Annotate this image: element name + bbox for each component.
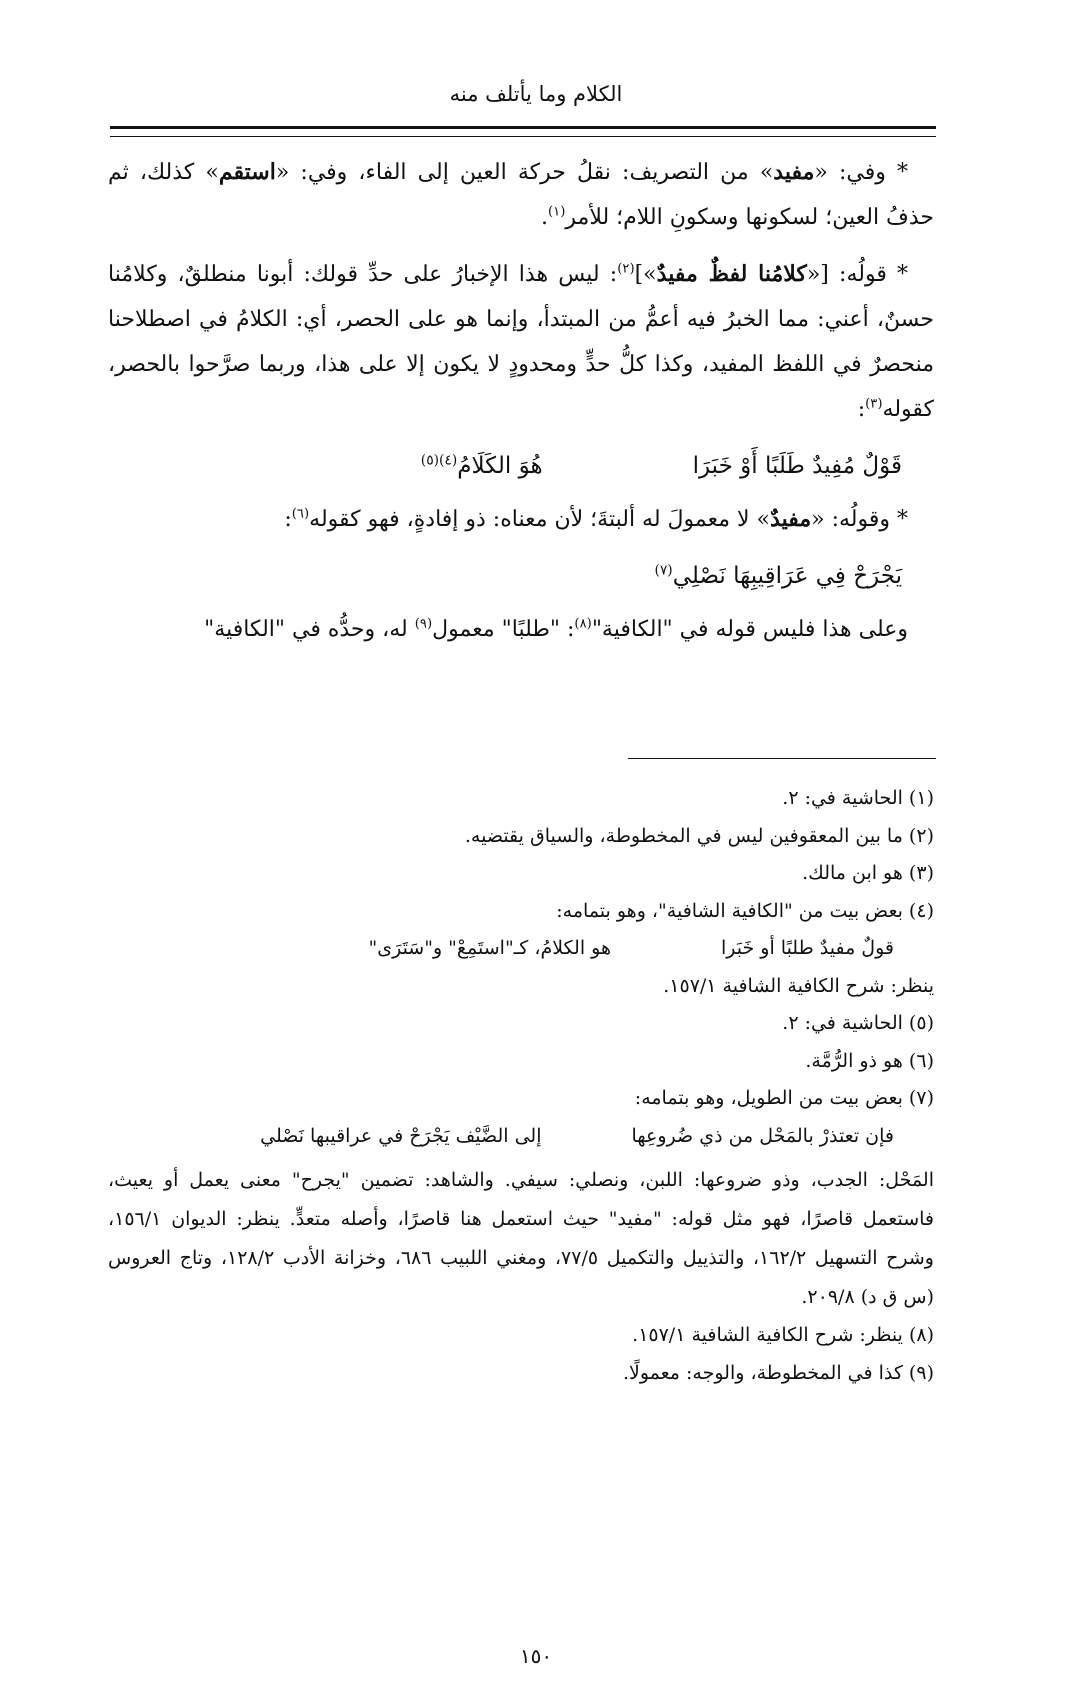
footnote-7-verse — [108, 1118, 934, 1156]
footnote-7: (٧) بعض بيت من الطويل، وهو بتمامه: — [634, 1087, 934, 1109]
text-run: : — [284, 507, 292, 532]
text-run: : — [857, 397, 866, 422]
footnote-ref: (٣) — [865, 396, 883, 412]
footnote-ref: (٦) — [291, 506, 310, 522]
text-run: . — [541, 205, 549, 230]
footnote-ref: (٢) — [617, 261, 635, 277]
text-run: * قولُه: [« — [806, 262, 909, 287]
paragraph-3 — [108, 497, 934, 542]
bold-term: مفيد — [773, 159, 815, 185]
paragraph-1 — [108, 150, 934, 240]
text-run: » لا معمولَ له ألبتةَ؛ لأن معناه: ذو إفادةٍ، فهو كقوله — [309, 507, 771, 532]
footnote-ref: (٤) — [439, 452, 458, 469]
footnote-4-reference: ينظر: شرح الكافية الشافية ١٥٧/١. — [663, 974, 934, 997]
footnote-3: (٣) هو ابن مالك. — [802, 862, 934, 884]
verse-hemistich — [654, 554, 902, 599]
verse-hemistich-second — [421, 444, 543, 489]
text-run: »] — [634, 262, 657, 287]
verse-quote-2 — [108, 554, 934, 599]
bold-term: استقم — [218, 159, 276, 185]
footnote-ref: (٧) — [654, 562, 673, 579]
main-text — [108, 150, 934, 664]
footnote-ref: (٥) — [420, 452, 439, 469]
footnotes — [108, 780, 934, 1392]
verse-hemistich-first: فإن تعتذرْ بالمَحْل من ذي ضُروعِها — [631, 1124, 894, 1147]
text-run: » كذلك، ثم حذفُ العين؛ لسكونها وسكونِ اللام؛ للأمر — [108, 160, 934, 230]
footnote-4-verse — [108, 930, 934, 968]
verse-quote-1 — [108, 444, 934, 489]
verse-hemistich-first: قَوْلٌ مُفِيدٌ طَلَبًا أَوْ خَبَرَا — [692, 453, 902, 479]
footnote-5: (٥) الحاشية في: ٢. — [782, 1012, 934, 1034]
footnote-7-commentary: المَحْل: الجدب، وذو ضروعها: اللبن، ونصلي: سيفي. والشاهد: تضمين "يجرح" معنى يعمل أو يعيث، فاستعمل قاصرًا، فهو مثل قوله: "مفيد" حيث استعمل هنا قاصرًا، وأصله متعدٍّ. ينظر: الديوان ١٥٦/١، وشرح التسهيل ١٦٢/٢، والتذييل والتكميل ٧٧/٥، ومغني اللبيب ٦٨٦، وخزانة الأدب ١٢٨/٢، وتاج العروس (س ق د) ٢٠٩/٨. — [108, 1169, 934, 1308]
paragraph-2 — [108, 252, 934, 432]
footnote-1: (١) الحاشية في: ٢. — [782, 787, 934, 809]
footnote-8: (٨) ينظر: شرح الكافية الشافية ١٥٧/١. — [632, 1324, 934, 1346]
verse-hemistich-second: هو الكلامُ، كـ"استَمِعْ" و"سَتَرَى" — [368, 937, 611, 959]
text-run: * وقولُه: « — [811, 507, 908, 532]
text-run: وعلى هذا فليس قوله في "الكافية" — [591, 617, 908, 642]
footnote-2: (٢) ما بين المعقوفين ليس في المخطوطة، والسياق يقتضيه. — [464, 824, 934, 847]
footnote-6: (٦) هو ذو الرُّمَّة. — [805, 1049, 934, 1072]
footnote-ref: (١) — [548, 204, 566, 220]
header-rule-thin — [110, 136, 936, 137]
footnote-separator — [628, 758, 936, 759]
verse-hemistich-first: قولٌ مفيدٌ طلبًا أو خَبَرا — [721, 937, 894, 959]
text-run: له، وحدُّه في "الكافية" — [204, 617, 415, 642]
footnote-ref: (٩) — [414, 616, 433, 632]
bold-term: مفيدٌ — [770, 506, 812, 532]
text-run: » من التصريف: نقلُ حركة العين إلى الفاء، وفي: « — [275, 160, 774, 185]
text-run: يَجْرَحْ فِي عَرَاقِيبِهَا نَصْلِي — [672, 563, 902, 589]
text-run: هُوَ الكَلَامُ — [457, 453, 543, 479]
footnote-4: (٤) بعض بيت من "الكافية الشافية"، وهو بتمامه: — [556, 899, 934, 922]
verse-hemistich-second: إلى الضَّيْف يَجْرَحْ في عراقيبها نَصْلي — [260, 1124, 542, 1147]
text-run: * وفي: « — [814, 160, 908, 185]
bold-term: كلامُنا لفظٌ مفيدٌ — [656, 261, 807, 287]
page-number: ١٥٠ — [519, 1644, 553, 1668]
running-header: الكلام وما يأتلف منه — [449, 82, 623, 106]
footnote-ref: (٨) — [574, 616, 592, 632]
text-run: : "طلبًا" معمول — [432, 617, 575, 642]
paragraph-4 — [108, 607, 934, 652]
text-run: : ليس هذا الإخبارُ على حدِّ قولك: أبونا منطلقٌ، وكلامُنا حسنٌ، أعني: مما الخبرُ فيه أعمُّ من المبتدأ، وإنما هو على الحصر، أي: الكلامُ في اصطلاحنا منحصرٌ في اللفظ المفيد، وكذا كلُّ حدٍّ ومحدودٍ لا يكون إلا على هذا، وربما صرَّحوا بالحصر، كقوله — [108, 262, 934, 422]
header-rule-thick — [110, 126, 936, 129]
footnote-9: (٩) كذا في المخطوطة، والوجه: معمولًا. — [622, 1361, 934, 1384]
